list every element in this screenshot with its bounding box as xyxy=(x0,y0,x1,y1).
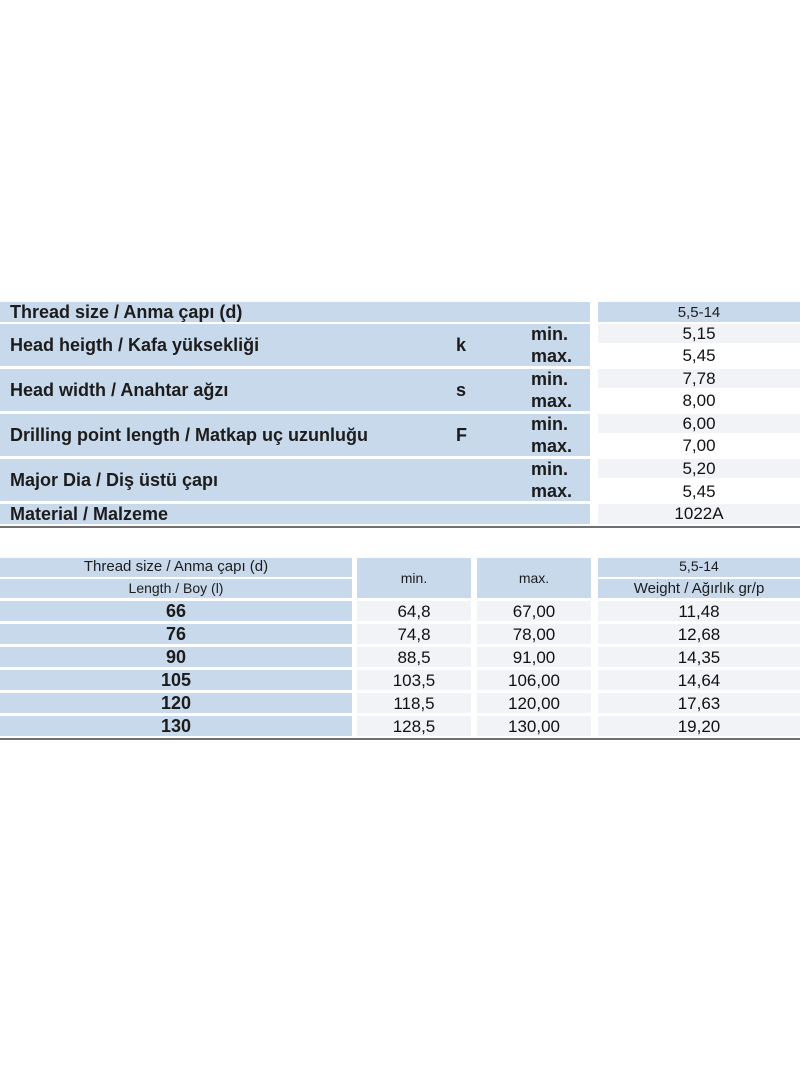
spec-row-max-value: 7,00 xyxy=(682,436,716,455)
length-value: 90 xyxy=(165,647,187,667)
weight-value: 14,35 xyxy=(677,648,721,667)
spec-material-label: Material / Malzeme xyxy=(10,504,169,524)
min-value: 64,8 xyxy=(397,602,431,621)
spec-row-max-value: 8,00 xyxy=(682,391,716,410)
spec-row-min-label: min. xyxy=(531,369,569,389)
spec-row-label: Head width / Anahtar ağzı xyxy=(10,380,229,400)
min-value: 103,5 xyxy=(392,671,436,690)
max-value: 78,00 xyxy=(512,625,556,644)
header-weight-label: Weight / Ağırlık gr/p xyxy=(633,580,765,597)
spec-row-min-value: 5,15 xyxy=(682,324,716,343)
header-max-label: max. xyxy=(518,570,550,586)
spec-row-min-label: min. xyxy=(531,414,569,434)
table-divider xyxy=(0,526,800,528)
spec-row-label: Drilling point length / Matkap uç uzunluğu xyxy=(10,425,368,445)
length-value: 120 xyxy=(160,693,192,713)
max-value: 106,00 xyxy=(508,671,560,690)
spec-row-label: Head heigth / Kafa yüksekliği xyxy=(10,335,260,355)
min-value: 118,5 xyxy=(393,694,435,713)
min-value: 74,8 xyxy=(397,625,431,644)
max-value: 91,00 xyxy=(512,648,556,667)
spec-row-max-label: max. xyxy=(531,436,573,456)
weight-value: 14,64 xyxy=(677,671,721,690)
header-thread-label: Thread size / Anma çapı (d) xyxy=(83,558,269,575)
spec-row-max-value: 5,45 xyxy=(682,482,716,501)
spec-row-min-label: min. xyxy=(531,324,569,344)
max-value: 120,00 xyxy=(508,694,560,713)
min-value: 88,5 xyxy=(397,648,431,667)
table-bottom-rule xyxy=(0,738,800,740)
spec-material-value: 1022A xyxy=(674,504,724,523)
spec-row-symbol: F xyxy=(456,425,467,445)
header-length-label: Length / Boy (l) xyxy=(128,580,224,596)
header-size-label: 5,5-14 xyxy=(679,558,719,574)
length-value: 105 xyxy=(160,670,192,690)
spec-row-symbol: s xyxy=(456,380,467,400)
spec-row-min-value: 6,00 xyxy=(682,414,716,433)
weight-value: 12,68 xyxy=(677,625,721,644)
min-value: 128,5 xyxy=(392,717,436,736)
spec-row-min-value: 5,20 xyxy=(682,459,716,478)
length-value: 76 xyxy=(165,624,187,644)
max-value: 130,00 xyxy=(508,717,560,736)
weight-value: 19,20 xyxy=(677,717,721,736)
spec-row-symbol: k xyxy=(456,335,467,355)
max-value: 67,00 xyxy=(512,602,556,621)
spec-row-max-label: max. xyxy=(531,481,573,501)
spec-row-max-value: 5,45 xyxy=(682,346,716,365)
spec-row-label: Major Dia / Diş üstü çapı xyxy=(10,470,219,490)
weight-value: 17,63 xyxy=(677,694,721,713)
spec-row-min-value: 7,78 xyxy=(682,369,716,388)
weight-value: 11,48 xyxy=(678,602,720,621)
spec-row-max-label: max. xyxy=(531,391,573,411)
length-value: 130 xyxy=(160,716,192,736)
length-value: 66 xyxy=(165,601,187,621)
header-min-label: min. xyxy=(400,570,428,586)
spec-row-min-label: min. xyxy=(531,459,569,479)
spec-thread-label: Thread size / Anma çapı (d) xyxy=(10,302,243,322)
spec-thread-value: 5,5-14 xyxy=(677,304,721,321)
spec-row-max-label: max. xyxy=(531,346,573,366)
